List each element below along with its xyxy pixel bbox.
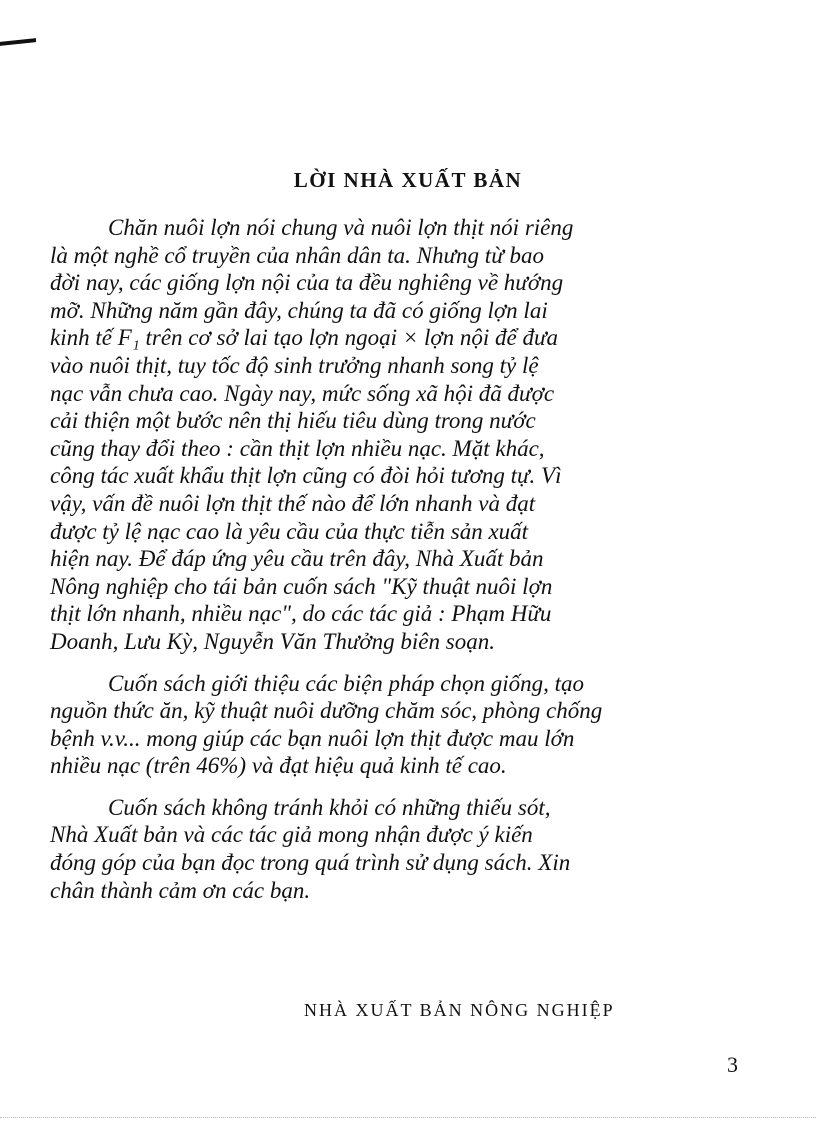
text-line: cải thiện một bước nên thị hiếu tiêu dùng trong nước [50, 408, 536, 434]
text-line: cũng thay đổi theo : cần thịt lợn nhiều nạc. Mặt khác, [50, 435, 545, 461]
text-line: kinh tế F₁ trên cơ sở lai tạo lợn ngoại × lợn nội để đưa [50, 325, 559, 351]
text-line: nguồn thức ăn, kỹ thuật nuôi dưỡng chăm sóc, phòng chống [50, 698, 603, 724]
text-line: Nhà Xuất bản và các tác giả mong nhận được ý kiến [50, 822, 533, 848]
text-line: đóng góp của bạn đọc trong quá trình sử dụng sách. Xin [50, 850, 571, 876]
text-line: Chăn nuôi lợn nói chung và nuôi lợn thịt nói riêng [108, 215, 574, 240]
text-line: Doanh, Lưu Kỳ, Nguyễn Văn Thưởng biên soạn. [50, 628, 495, 654]
paragraph-2 [50, 670, 750, 780]
preface-body [50, 214, 750, 918]
text-line: vậy, vấn đề nuôi lợn thịt thế nào để lớn nhanh và đạt [50, 490, 536, 516]
text-line: Cuốn sách giới thiệu các biện pháp chọn giống, tạo [108, 670, 585, 696]
text-line: nạc vẫn chưa cao. Ngày nay, mức sống xã hội đã được [50, 380, 555, 406]
text-line: Nông nghiệp cho tái bản cuốn sách "Kỹ thuật nuôi lợn [50, 573, 553, 599]
scan-bottom-edge [0, 1117, 816, 1118]
publisher-signature: NHÀ XUẤT BẢN NÔNG NGHIỆP [304, 1000, 615, 1020]
text-line: mỡ. Những năm gần đây, chúng ta đã có giống lợn lai [50, 297, 548, 323]
text-line: vào nuôi thịt, tuy tốc độ sinh trưởng nhanh song tỷ lệ [50, 352, 539, 378]
paragraph-3 [50, 794, 750, 904]
text-line: được tỷ lệ nạc cao là yêu cầu của thực tiễn sản xuất [50, 518, 529, 544]
text-line: đời nay, các giống lợn nội của ta đều nghiêng về hướng [50, 270, 564, 296]
text-line: là một nghề cổ truyền của nhân dân ta. Nhưng từ bao [50, 242, 544, 268]
page-title: LỜI NHÀ XUẤT BẢN [293, 168, 523, 192]
text-line: chân thành cảm ơn các bạn. [50, 877, 311, 903]
text-line: Cuốn sách không tránh khỏi có những thiếu sót, [108, 794, 551, 820]
paragraph-1 [50, 214, 750, 656]
scan-edge-mark [0, 38, 36, 46]
text-line: hiện nay. Để đáp ứng yêu cầu trên đây, Nhà Xuất bản [50, 546, 544, 572]
text-line: công tác xuất khẩu thịt lợn cũng có đòi hỏi tương tự. Vì [50, 463, 562, 489]
text-line: bệnh v.v... mong giúp các bạn nuôi lợn thịt được mau lớn [50, 725, 575, 751]
text-line: thịt lớn nhanh, nhiều nạc", do các tác giả : Phạm Hữu [50, 601, 552, 627]
page-number: 3 [727, 1052, 738, 1077]
text-line: nhiều nạc (trên 46%) và đạt hiệu quả kinh tế cao. [50, 753, 507, 779]
